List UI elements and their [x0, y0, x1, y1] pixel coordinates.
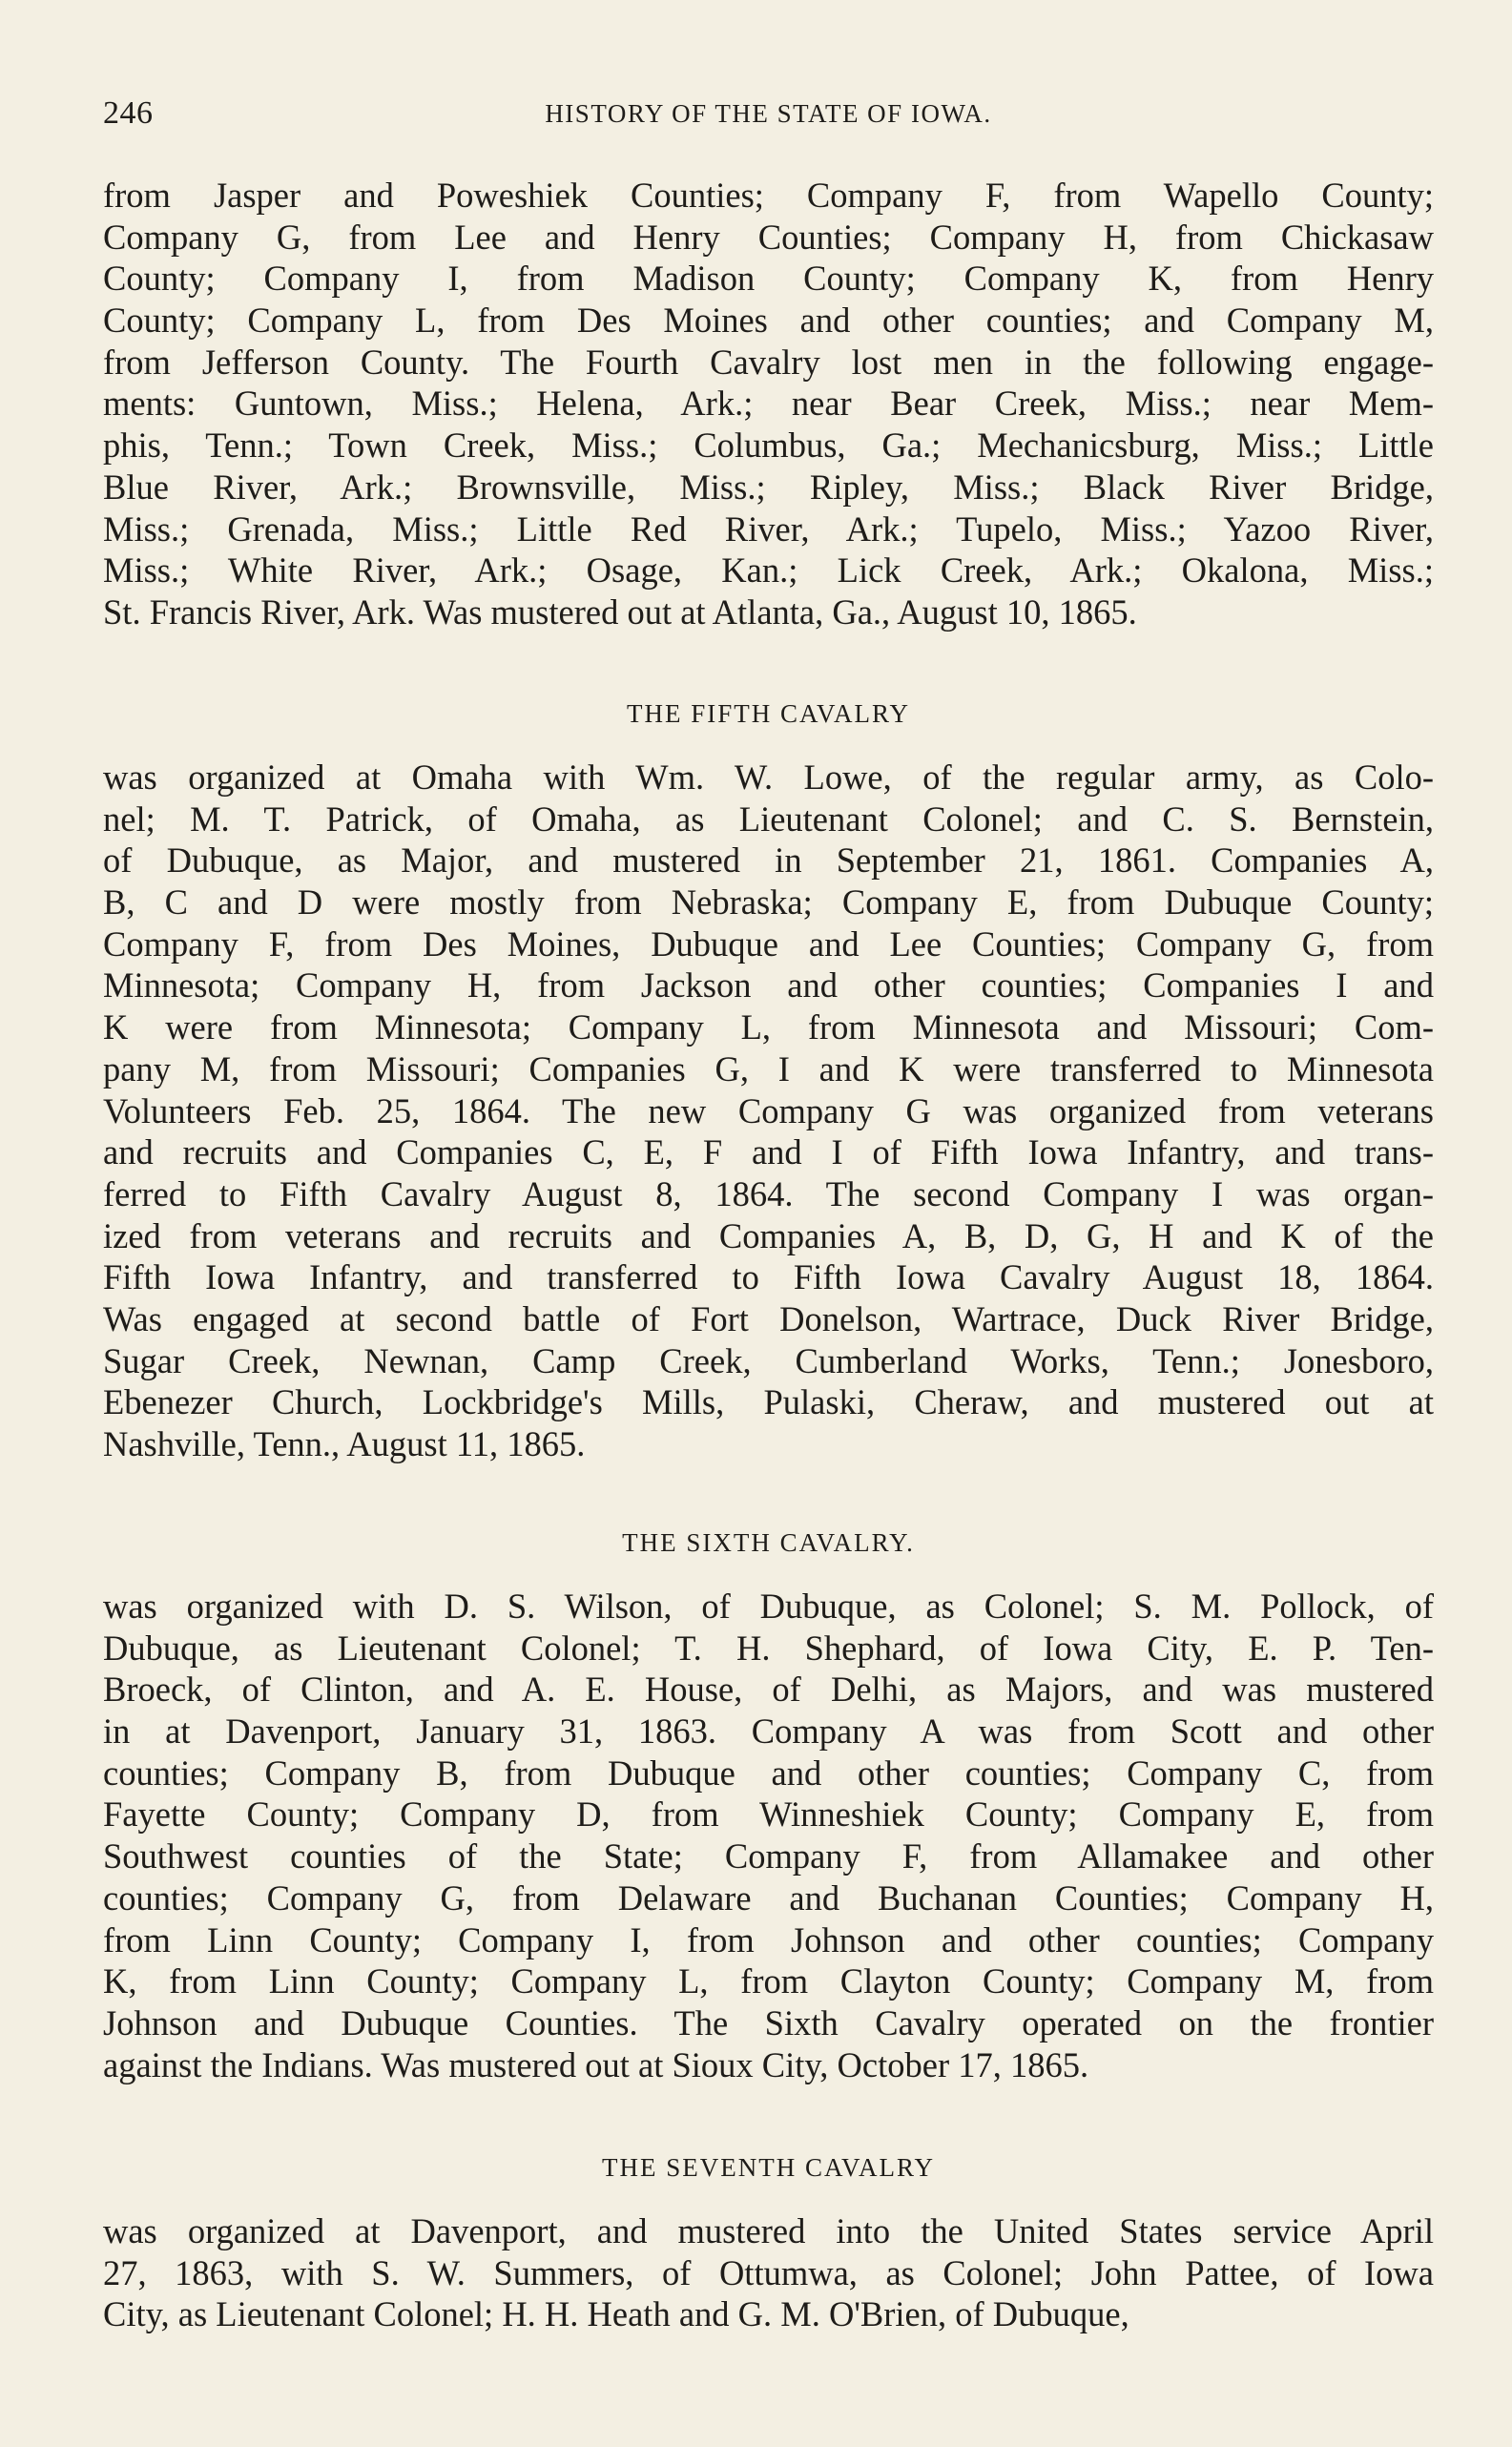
text-line: ferred to Fifth Cavalry August 8, 1864. The second Company I was organ-: [103, 1173, 1434, 1213]
text-line: ized from veterans and recruits and Companies A, B, D, G, H and K of the: [103, 1215, 1434, 1255]
page-header: [103, 95, 1434, 139]
text-line: B, C and D were mostly from Nebraska; Company E, from Dubuque County;: [103, 882, 1434, 923]
text-line: Company F, from Des Moines, Dubuque and Lee Counties; Company G, from: [103, 923, 1434, 964]
text-line: Broeck, of Clinton, and A. E. House, of Delhi, as Majors, and was mustered: [103, 1669, 1434, 1710]
text-line: was organized with D. S. Wilson, of Dubuque, as Colonel; S. M. Pollock, of: [103, 1586, 1434, 1626]
text-line: County; Company L, from Des Moines and other counties; and Company M,: [103, 301, 1434, 341]
text-line: Was engaged at second battle of Fort Donelson, Wartrace, Duck River Bridge,: [103, 1298, 1434, 1338]
text-line: was organized at Omaha with Wm. W. Lowe, of the regular army, as Colo-: [103, 757, 1434, 797]
seventh-cavalry-paragraph: [103, 2210, 1434, 2335]
text-line: County; Company I, from Madison County; Company K, from Henry: [103, 259, 1434, 299]
fourth-cavalry-paragraph: [103, 175, 1434, 633]
page-number: 246: [103, 95, 154, 131]
text-line: and recruits and Companies C, E, F and I of Fifth Iowa Infantry, and trans-: [103, 1132, 1434, 1172]
text-line: from Linn County; Company I, from Johnson and other counties; Company: [103, 1919, 1434, 1960]
text-line: ments: Guntown, Miss.; Helena, Ark.; near Bear Creek, Miss.; near Mem-: [103, 384, 1434, 424]
sixth-cavalry-paragraph: [103, 1586, 1434, 2085]
text-line: Volunteers Feb. 25, 1864. The new Company G was organized from veterans: [103, 1090, 1434, 1130]
running-head: HISTORY OF THE STATE OF IOWA.: [545, 99, 992, 128]
text-line: Minnesota; Company H, from Jackson and other counties; Companies I and: [103, 965, 1434, 1006]
text-line: against the Indians. Was mustered out at Sioux City, October 17, 1865.: [103, 2044, 1089, 2084]
text-line: Miss.; White River, Ark.; Osage, Kan.; Lick Creek, Ark.; Okalona, Miss.;: [103, 550, 1434, 591]
text-line: Southwest counties of the State; Company F, from Allamakee and other: [103, 1836, 1434, 1877]
text-line: 27, 1863, with S. W. Summers, of Ottumwa, as Colonel; John Pattee, of Iowa: [103, 2252, 1434, 2292]
text-line: nel; M. T. Patrick, of Omaha, as Lieutenant Colonel; and C. S. Bernstein,: [103, 798, 1434, 839]
sixth-cavalry-heading: THE SIXTH CAVALRY.: [622, 1528, 915, 1557]
text-line: was organized at Davenport, and mustered into the United States service April: [103, 2211, 1434, 2250]
text-line: Blue River, Ark.; Brownsville, Miss.; Ripley, Miss.; Black River Bridge,: [103, 467, 1434, 507]
text-line: Johnson and Dubuque Counties. The Sixth Cavalry operated on the frontier: [103, 2002, 1434, 2043]
text-line: of Dubuque, as Major, and mustered in September 21, 1861. Companies A,: [103, 840, 1434, 881]
text-line: Sugar Creek, Newnan, Camp Creek, Cumberland Works, Tenn.; Jonesboro,: [103, 1340, 1434, 1380]
text-line: Dubuque, as Lieutenant Colonel; T. H. Shephard, of Iowa City, E. P. Ten-: [103, 1628, 1434, 1668]
text-line: pany M, from Missouri; Companies G, I and K were transferred to Minnesota: [103, 1048, 1434, 1089]
text-line: K, from Linn County; Company L, from Clayton County; Company M, from: [103, 1961, 1434, 2001]
text-line: Fayette County; Company D, from Winneshiek County; Company E, from: [103, 1794, 1434, 1835]
seventh-cavalry-heading: THE SEVENTH CAVALRY: [601, 2153, 936, 2182]
text-line: St. Francis River, Ark. Was mustered out at Atlanta, Ga., August 10, 1865.: [103, 591, 1137, 632]
fifth-cavalry-paragraph: [103, 757, 1434, 1465]
fifth-cavalry-heading: THE FIFTH CAVALRY: [626, 699, 911, 728]
text-line: City, as Lieutenant Colonel; H. H. Heath and G. M. O'Brien, of Dubuque,: [103, 2294, 1129, 2334]
text-line: K were from Minnesota; Company L, from Minnesota and Missouri; Com-: [103, 1007, 1434, 1047]
text-line: Ebenezer Church, Lockbridge's Mills, Pulaski, Cheraw, and mustered out at: [103, 1382, 1434, 1422]
text-line: Company G, from Lee and Henry Counties; Company H, from Chickasaw: [103, 217, 1434, 257]
text-line: counties; Company B, from Dubuque and other counties; Company C, from: [103, 1752, 1434, 1793]
text-line: Miss.; Grenada, Miss.; Little Red River, Ark.; Tupelo, Miss.; Yazoo River,: [103, 508, 1434, 549]
text-line: from Jasper and Poweshiek Counties; Company F, from Wapello County;: [103, 176, 1434, 215]
text-line: counties; Company G, from Delaware and Buchanan Counties; Company H,: [103, 1877, 1434, 1918]
text-line: Fifth Iowa Infantry, and transferred to Fifth Iowa Cavalry August 18, 1864.: [103, 1257, 1434, 1297]
text-line: phis, Tenn.; Town Creek, Miss.; Columbus, Ga.; Mechanicsburg, Miss.; Little: [103, 425, 1434, 466]
text-line: from Jefferson County. The Fourth Cavalry lost men in the following engage-: [103, 342, 1434, 382]
text-line: Nashville, Tenn., August 11, 1865.: [103, 1424, 586, 1463]
text-line: in at Davenport, January 31, 1863. Company A was from Scott and other: [103, 1711, 1434, 1752]
